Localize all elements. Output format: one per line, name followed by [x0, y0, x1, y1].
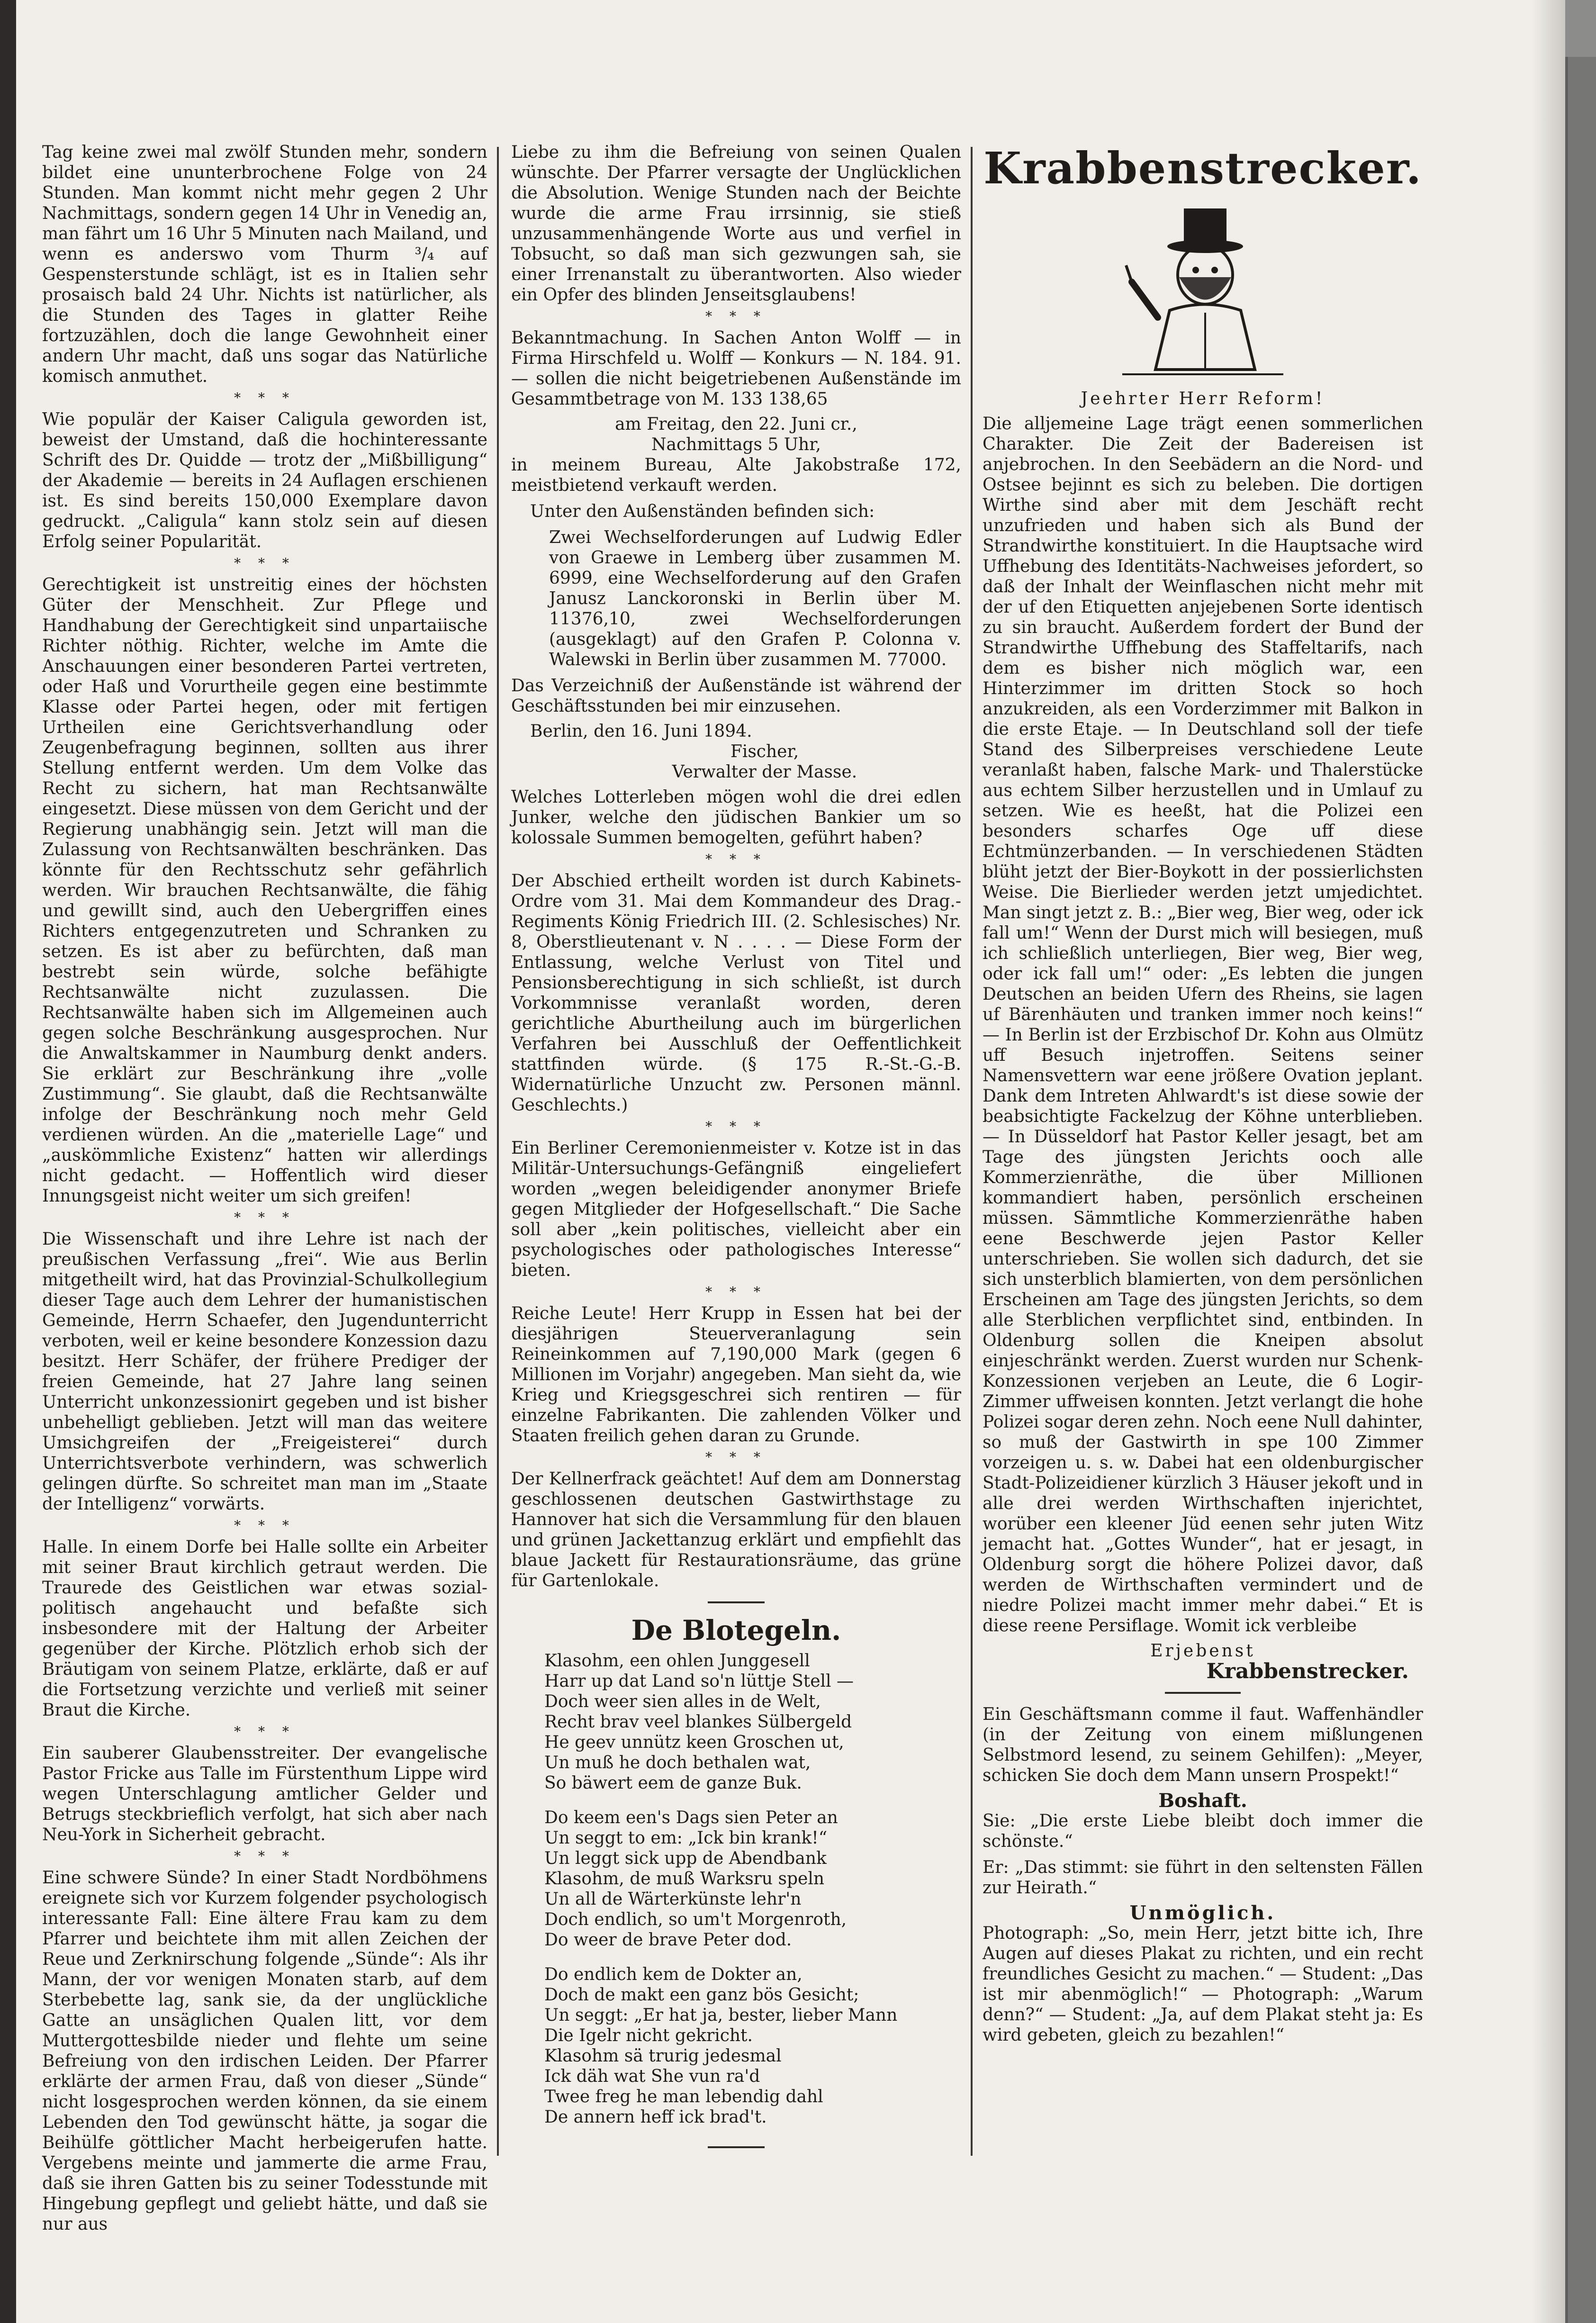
bekanntmachung-date: am Freitag, den 22. Juni cr.,	[615, 415, 857, 434]
poem-line: Do weer de brave Peter dod.	[544, 1930, 792, 1950]
letter-signature: Krabbenstrecker.	[1206, 1659, 1409, 1683]
heading-boshaft: Boshaft.	[1158, 1790, 1247, 1812]
poem-line: Un leggt sick upp de Abendbank	[544, 1849, 827, 1868]
column-right	[983, 142, 1423, 2050]
bekanntmachung-signer: Fischer,	[730, 742, 799, 761]
poem-line: De annern heff ick brad't.	[544, 2107, 767, 2127]
section-title-krabbenstrecker: Krabbenstrecker.	[983, 143, 1422, 194]
paragraph-beichte-fortsetzung: Liebe zu ihm die Befreiung von seinen Qualen wünschte. Der Pfarrer versagte der Unglücklichen die Absolution. Wenige Stunden nach der Beichte wurde die arme Frau irrsinnig, sie stieß unzusammenhängende Worte aus und verfiel in Tobsucht, so daß man sich gezwungen sah, sie einer Irrenanstalt zu überantworten. Also wieder ein Opfer des blinden Jenseitsglaubens!	[511, 143, 961, 305]
column-left	[42, 142, 487, 2239]
bekanntmachung-signer-role: Verwalter der Masse.	[672, 762, 857, 782]
section-divider-stars: * * *	[234, 1518, 296, 1533]
paragraph-zeitrechnung: Tag keine zwei mal zwölf Stunden mehr, sondern bildet eine ununterbrochene Folge von 24 Stunden. Man kommt nicht mehr gegen 2 Uhr Nachmittags, sondern gegen 14 Uhr in Venedig an, man fährt um 16 Uhr 5 Minuten nach Mailand, und wenn es anderswo vom Thurm ³/₄ auf Gespensterstunde schlägt, ist es in Italien sehr prosaisch bald 24 Uhr. Nichts ist natürlicher, als die Stunden des Tages in glatter Reihe fortzuzählen, doch die lange Gewohnheit einer andern Uhr macht, daß uns sogar das Natürliche komisch anmuthet.	[42, 143, 487, 386]
section-divider-stars: * * *	[234, 390, 296, 406]
bekanntmachung-text: Bekanntmachung. In Sachen Anton Wolff — in Firma Hirschfeld u. Wolff — Konkurs — N. 184. 91. — sollen die nicht beigetriebenen Außenstände im Gesammtbetrage von M. 133 138,65	[511, 328, 961, 409]
bekanntmachung-time: Nachmittags 5 Uhr,	[651, 435, 821, 454]
section-divider-stars: * * *	[705, 1449, 767, 1465]
column-rule-2	[971, 147, 973, 2156]
divider-rule	[1165, 1692, 1241, 1694]
letter-body: Die alljemeine Lage trägt eenen sommerlichen Charakter. Die Zeit der Badereisen ist anjebrochen. In den Seebädern an die Nord- und Ostsee bejinnt es sich zu beleben. Die dortigen Wirthe sind aber mit dem Jeschäft recht unzufrieden und haben sich als Bund der Strandwirthe konstituiert. In die Hauptsache wird Uffhebung des Identitäts-Nachweises jefordert, so daß der Inhalt der Weinflaschen nicht mehr mit der uf den Etiquetten anjejebenen Sorte identisch zu sin braucht. Außerdem fordert der Bund der Strandwirthe Uffhebung des Staffeltarifs, nach dem es bisher nich möglich war, een Hinterzimmer im dritten Stock so hoch anzukreiden, als een Vorderzimmer mit Balkon in die erste Etaje. — In Deutschland soll der tiefe Stand des Silberpreises verschiedene Leute veranlaßt haben, falsche Mark- und Thalerstücke aus echtem Silber herzustellen und in Umlauf zu setzen. Wie es heeßt, hat die Polizei een besonders scharfes Oge uff diese Echtmünzerbanden. — In verschiedenen Städten blüht jetzt der Bier-Boykott in der possierlichsten Weise. Die Bierlieder werden jetzt umjedichtet. Man singt jetzt z. B.: „Bier weg, Bier weg, oder ick fall um!“ Wenn der Durst mich will besiegen, muß ich schließlich unterliegen, Bier weg, Bier weg, oder ick fall um!“ oder: „Es lebten die jungen Deutschen an beiden Ufern des Rheins, sie lagen uf Bärenhäuten und tranken immer noch keins!“ — In Berlin ist der Erzbischof Dr. Kohn aus Olmütz uff Besuch injetroffen. Seitens seiner Namensvettern war eene jrößere Ovation jeplant. Dank dem Intreten Ahlwardt's ist diese sowie der beabsichtigte Fackelzug der Köhne unterblieben. — In Düsseldorf hat Pastor Keller jesagt, bet am Tage des jüngsten Jerichts ooch alle Kommerzienräthe, die über Millionen kommandiert haben, persönlich erscheinen müssen. Sämmtliche Kommerzienräthe haben eene Beschwerde jejen Pastor Keller unterschrieben. Sie wollen sich dadurch, det sie sich unsterblich blamierten, von dem persönlichen Erscheinen am Tage des jüngsten Jerichts, so dem alle Sterblichen verpflichtet sind, entbinden. In Oldenburg sollen die Kneipen absolut einjeschränkt werden. Zuerst wurden nur Schenk-Konzessionen verjeben an Leute, die 6 Logir-Zimmer uffweisen konnten. Jetzt verlangt die hohe Polizei sogar deren zehn. Noch eene Null dahinter, so muß der Gastwirth in spe 100 Zimmer vorzeigen u. s. w. Dabei hat een oldenburgischer Stadt-Polizeidiener kürzlich 3 Häuser jekoft und in alle drei werden Wirthschaften injerichtet, worüber een kleener Jüd eenen sehr juten Witz jemacht hat. „Gottes Wunder“, hat er jesagt, in Oldenburg sorgt die höhere Polizei davor, daß werden de Wirthschaften vermindert und de niedre Polizei macht immer mehr dabei.“ Et is diese reene Persiflage. Womit ick verbleibe	[983, 414, 1423, 1636]
paragraph-wissenschaft: Die Wissenschaft und ihre Lehre ist nach der preußischen Verfassung „frei“. Wie aus Berlin mitgetheilt wird, hat das Provinzial-Schulkollegium dieser Tage auch dem Lehrer der humanistischen Gemeinde, Herrn Schaefer, den Jugendunterricht verboten, weil er keine besondere Konzession dazu besitzt. Herr Schäfer, der frühere Prediger der freien Gemeinde, hat 27 Jahre lang seinen Unterricht unkonzessionirt gegeben und ist bisher unbehelligt geblieben. Jetzt will man das weitere Umsichgreifen der „Freigeisterei“ durch Unterrichtsverbote verhindern, was schwerlich gelingen dürfte. So schreitet man man im „Staate der Intelligenz“ vorwärts.	[42, 1229, 487, 1514]
section-divider-stars: * * *	[705, 851, 767, 867]
poem-stanza-break	[544, 1793, 961, 1808]
section-divider-stars: * * *	[705, 308, 767, 324]
section-divider-stars: * * *	[705, 1284, 767, 1300]
heading-unmoeglich: Unmöglich.	[1129, 1902, 1276, 1924]
bekanntmachung-note: Das Verzeichniß der Außenstände ist während der Geschäftsstunden bei mir einzusehen.	[511, 676, 961, 716]
poem-line: Un all de Wärterkünste lehr'n	[544, 1889, 802, 1909]
bekanntmachung-dateline: Berlin, den 16. Juni 1894.	[530, 722, 752, 741]
bekanntmachung-intro: Unter den Außenständen befinden sich:	[530, 502, 875, 521]
page-shadow	[1532, 0, 1565, 2323]
bekanntmachung-place: in meinem Bureau, Alte Jakobstraße 172, meistbietend verkauft werden.	[511, 455, 961, 495]
poem-line: Do endlich kem de Dokter an,	[544, 1965, 803, 1984]
paragraph-schwere-suende: Eine schwere Sünde? In einer Stadt Nordböhmens ereignete sich vor Kurzem folgender psychologisch interessante Fall: Eine ältere Frau kam zu dem Pfarrer und beichtete ihm mit allen Zeichen der Reue und Zerknirschung folgende „Sünde“: Als ihr Mann, der vor wenigen Monaten starb, auf dem Sterbebette lag, sank sie, da der unglückliche Gatte an unsäglichen Qualen litt, vor dem Muttergottesbilde nieder und flehte um seine Befreiung von den irdischen Leiden. Der Pfarrer erklärte der armen Frau, daß von dieser „Sünde“ nicht losgesprochen werden können, da sie einem Lebenden den Tod gewünscht hätte, ja sogar die Beihülfe göttlicher Macht herbeigerufen hatte. Vergebens meinte und jammerte die arme Frau, daß sie ihren Gatten bis zu seiner Todesstunde mit Hingebung gepflegt und geliebt hätte, und daß sie nur aus	[42, 1868, 487, 2234]
column-rule-1	[497, 147, 499, 2156]
paragraph-geschaeftsmann: Ein Geschäftsmann comme il faut. Waffenhändler (in der Zeitung von einem mißlungenen Selbstmord lesend, zu seinem Gehilfen): „Meyer, schicken Sie doch dem Mann unsern Prospekt!“	[983, 1705, 1423, 1785]
paragraph-caligula: Wie populär der Kaiser Caligula geworden ist, beweist der Umstand, daß die hochinteressante Schrift des Dr. Quidde — trotz der „Mißbilligung“ der Akademie — bereits in 24 Auflagen erschienen ist. Es sind bereits 150,000 Exemplare davon gedruckt. „Caligula“ kann stolz sein auf diesen Erfolg seiner Popularität.	[42, 410, 487, 551]
poem-line: Un muß he doch bethalen wat,	[544, 1753, 811, 1772]
dialogue-er: Er: „Das stimmt: sie führt in den seltensten Fällen zur Heirath.“	[983, 1858, 1423, 1898]
poem-line: Harr up dat Land so'n lüttje Stell —	[544, 1672, 854, 1691]
poem-title: De Blotegeln.	[631, 1614, 841, 1646]
column-middle	[511, 142, 961, 2159]
poem-line: Klasohm, de muß Warksru speln	[544, 1869, 825, 1889]
poem-line: Recht brav veel blankes Sülbergeld	[544, 1712, 852, 1732]
bekanntmachung-list: Zwei Wechselforderungen auf Ludwig Edler von Graewe in Lemberg über zusammen M. 6999, eine Wechselforderung auf den Grafen Janusz Lanckoronski in Berlin über M. 11376,10, zwei Wechselforderungen (ausgeklagt) auf den Grafen P. Colonna v. Walewski in Berlin über zusammen M. 77000.	[549, 528, 961, 669]
poem-line: Die Igelr nicht gekricht.	[544, 2026, 753, 2045]
poem-line: Un seggt to em: „Ick bin krank!“	[544, 1828, 828, 1848]
poem-line: Doch weer sien alles in de Welt,	[544, 1692, 821, 1711]
poem-line: Twee freg he man lebendig dahl	[544, 2087, 823, 2106]
poem-line: Ick däh wat She vun ra'd	[544, 2067, 760, 2086]
letter-closing: Erjebenst	[1150, 1641, 1255, 1661]
divider-rule	[708, 1601, 765, 1603]
newspaper-page	[16, 0, 1565, 2323]
paragraph-lotterleben: Welches Lotterleben mögen wohl die drei edlen Junker, welche den jüdischen Bankier um so kolossale Summen bemogelten, geführt haben?	[511, 787, 961, 848]
poem-line: So bäwert eem de ganze Buk.	[544, 1773, 802, 1793]
previous-page-edge	[0, 0, 16, 2323]
paragraph-ceremonienmeister: Ein Berliner Ceremonienmeister v. Kotze ist in das Militär-Untersuchungs-Gefängniß eingeliefert worden „wegen beleidigender anonymer Briefe gegen Mitglieder der Hofgesellschaft.“ Die Sache soll aber „kein politisches, vielleicht aber ein psychologisches oder pathologisches Interesse“ bieten.	[511, 1139, 961, 1280]
poem-stanza-break	[544, 1950, 961, 1964]
section-divider-stars: * * *	[234, 555, 296, 571]
poem-de-blotegeln	[511, 1651, 961, 2127]
poem-line: Klasohm, een ohlen Junggesell	[544, 1651, 810, 1671]
section-divider-stars: * * *	[705, 1119, 767, 1134]
poem-line: Do keem een's Dags sien Peter an	[544, 1808, 838, 1827]
paragraph-glaubensstreiter: Ein sauberer Glaubensstreiter. Der evangelische Pastor Fricke aus Talle im Fürstenthum Lippe wird wegen Unterschlagung amtlicher Gelder und Betrugs steckbrieflich verfolgt, hat sich aber nach Neu-York in Sicherheit gebracht.	[42, 1744, 487, 1844]
section-divider-stars: * * *	[234, 1848, 296, 1864]
poem-line: Doch de makt een ganz bös Gesicht;	[544, 1985, 859, 2005]
cartoon-man-with-top-hat	[1113, 199, 1293, 379]
page-stack-edge	[1565, 57, 1596, 2323]
paragraph-halle: Halle. In einem Dorfe bei Halle sollte ein Arbeiter mit seiner Braut kirchlich getraut werden. Die Traurede des Geistlichen war etwas sozial-politisch angehaucht und befaßte sich insbesondere mit der Haltung der Arbeiter gegenüber der Kirche. Plötzlich erhob sich der Bräutigam von seinem Platze, erklärte, daß er auf die Fortsetzung verzichte und verließ mit seiner Braut die Kirche.	[42, 1537, 487, 1720]
paragraph-photograph: Photograph: „So, mein Herr, jetzt bitte ich, Ihre Augen auf dieses Plakat zu richten, und ein recht freundliches Gesicht zu machen.“ — Student: „Das ist mir abenmöglich!“ — Photograph: „Warum denn?“ — Student: „Ja, auf dem Plakat steht ja: Es wird gebeten, gleich zu bezahlen!“	[983, 1924, 1423, 2045]
paragraph-kellnerfrack: Der Kellnerfrack geächtet! Auf dem am Donnerstag geschlossenen deutschen Gastwirthstage zu Hannover hat sich die Versammlung für den blauen und grünen Jackettanzug erklärt und empfiehlt das blaue Jackett für Restaurationsräume, das grüne für Gartenlokale.	[511, 1469, 961, 1591]
section-divider-stars: * * *	[234, 1210, 296, 1225]
poem-line: Klasohm sä trurig jedesmal	[544, 2046, 782, 2066]
letter-salutation: Jeehrter Herr Reform!	[1081, 389, 1325, 408]
dialogue-sie: Sie: „Die erste Liebe bleibt doch immer die schönste.“	[983, 1811, 1423, 1851]
poem-line: He geev unnütz keen Groschen ut,	[544, 1733, 844, 1752]
paragraph-abschied: Der Abschied ertheilt worden ist durch Kabinets-Ordre vom 31. Mai dem Kommandeur des Drag.-Regiments König Friedrich III. (2. Schlesisches) Nr. 8, Oberstlieutenant v. N . . . . — Diese Form der Entlassung, welche Verlust von Titel und Pensionsberechtigung in sich schließt, ist durch Vorkommnisse veranlaßt worden, deren gerichtliche Aburtheilung auch im bürgerlichen Verfahren bei Ausschluß der Oeffentlichkeit stattfinden würde. (§ 175 R.-St.-G.-B. Widernatürliche Unzucht zw. Personen männl. Geschlechts.)	[511, 871, 961, 1115]
divider-rule	[708, 2146, 765, 2148]
poem-line: Un seggt: „Er hat ja, bester, lieber Mann	[544, 2006, 898, 2025]
section-divider-stars: * * *	[234, 1724, 296, 1739]
poem-line: Doch endlich, so um't Morgenroth,	[544, 1910, 847, 1929]
paragraph-reiche-leute: Reiche Leute! Herr Krupp in Essen hat bei der diesjährigen Steuerveranlagung sein Reineinkommen auf 7,190,000 Mark (gegen 6 Millionen im Vorjahr) angegeben. Man sieht da, wie Krieg und Kriegsgeschrei sich rentiren — für einzelne Fabrikanten. Die zahlenden Völker und Staaten freilich gehen daran zu Grunde.	[511, 1304, 961, 1446]
paragraph-gerechtigkeit: Gerechtigkeit ist unstreitig eines der höchsten Güter der Menschheit. Zur Pflege und Handhabung der Gerechtigkeit sind unpartaiische Richter nöthig. Richter, welche im Amte die Anschauungen einer besonderen Partei vertreten, oder Haß und Vorurtheile gegen eine bestimmte Klasse oder Partei hegen, oder mit fertigen Urtheilen eine Gerichtsverhandlung oder Zeugenbefragung beginnen, sollten aus ihrer Stellung entfernt werden. Um dem Volke das Recht zu sichern, hat man Rechtsanwälte eingesetzt. Diese müssen von dem Gericht und der Regierung unabhängig sein. Jetzt will man die Zulassung von Rechtsanwälten beschränken. Das könnte für den Rechtsschutz sehr gefährlich werden. Wir brauchen Rechtsanwälte, die fähig und gewillt sind, auch den Uebergriffen eines Richters entgegenzutreten und Schranken zu setzen. Es ist aber zu befürchten, daß man bestrebt sein würde, solche befähigte Rechtsanwälte nicht zuzulassen. Die Rechtsanwälte haben sich im Allgemeinen auch gegen solche Beschränkung ausgesprochen. Nur die Anwaltskammer in Naumburg denkt anders. Sie erklärt zur Beschränkung ihre „volle Zustimmung“. Sie glaubt, daß die Rechtsanwälte infolge der Beschränkung noch mehr Geld verdienen würden. An die „materielle Lage“ und „auskömmliche Existenz“ hatten wir allerdings nicht gedacht. — Hoffentlich wird dieser Innungsgeist nicht weiter um sich greifen!	[42, 575, 487, 1206]
